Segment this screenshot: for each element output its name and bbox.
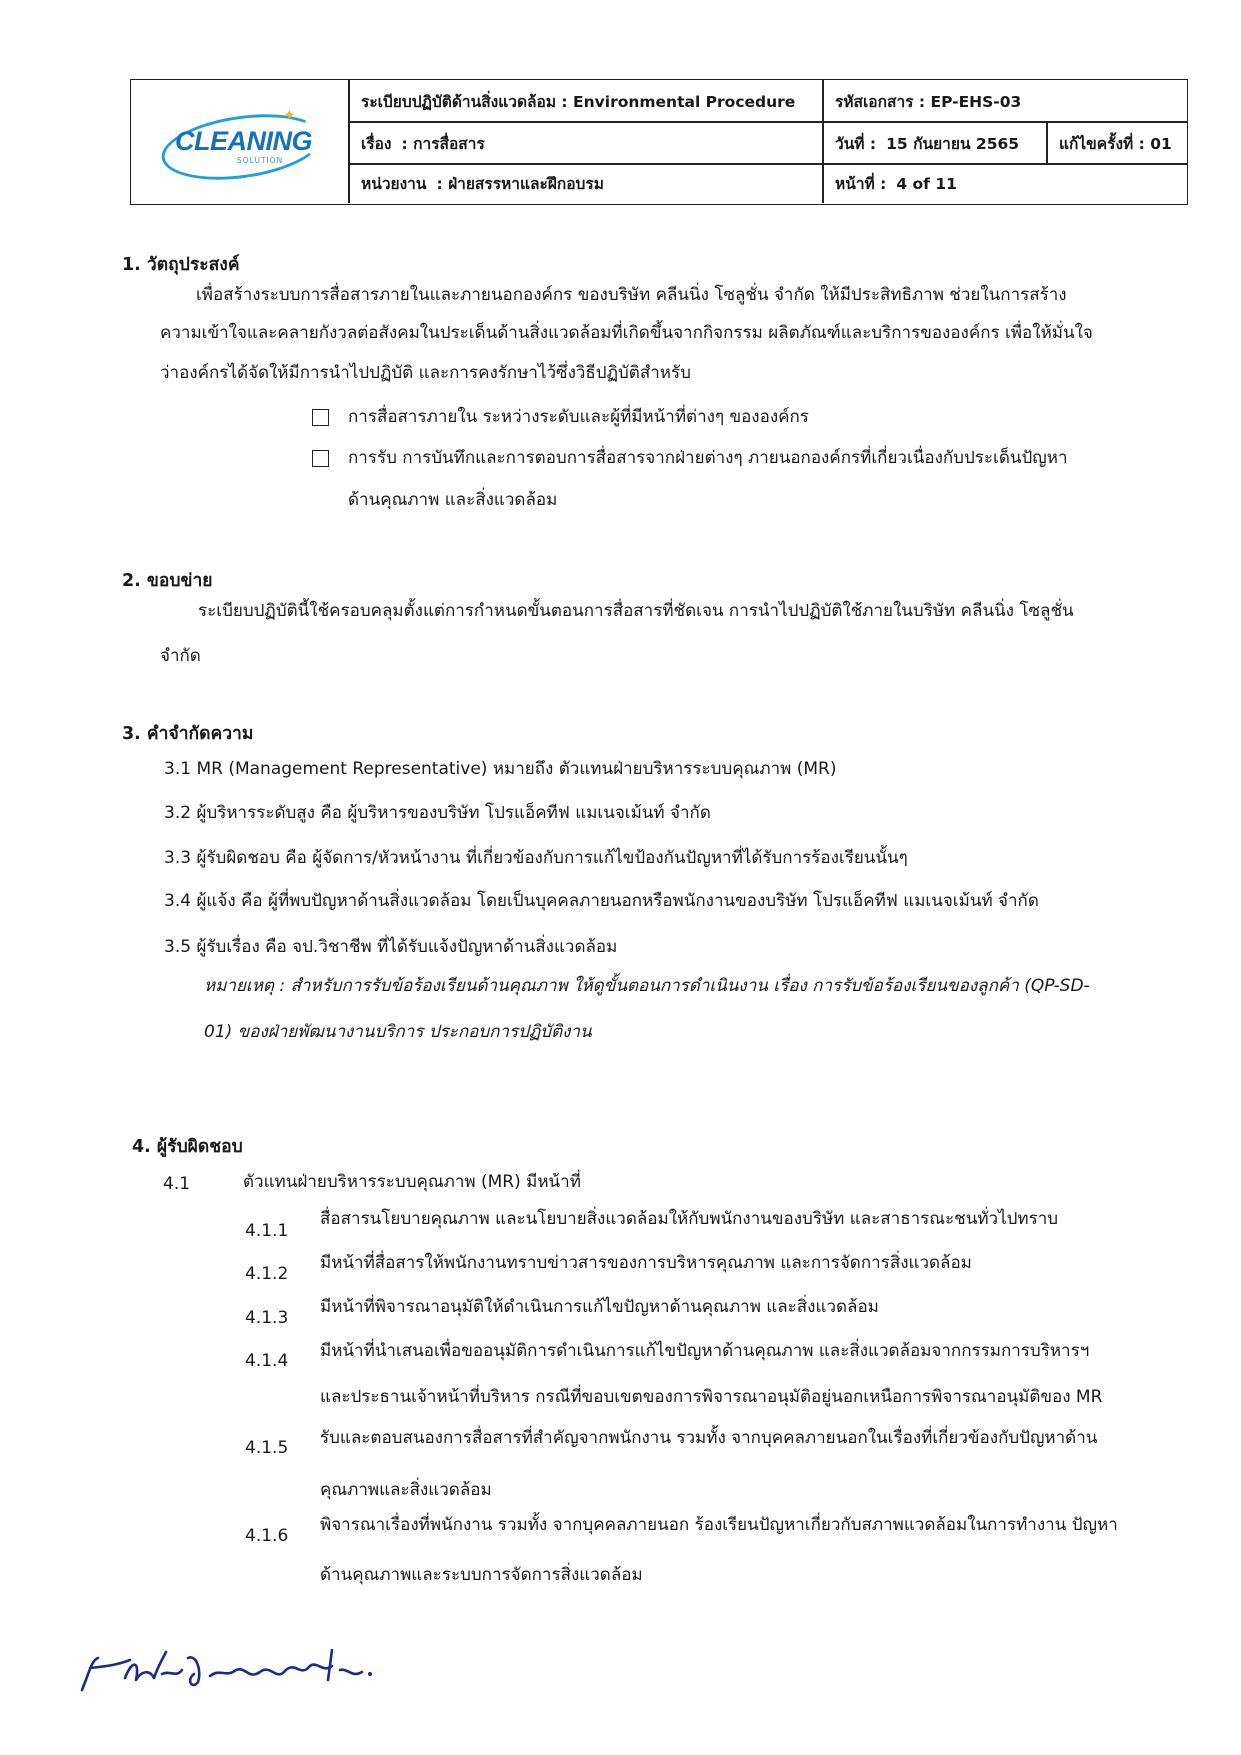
section-1-line-3: ว่าองค์กรได้จัดให้มีการนำไปปฏิบัติ และการคงรักษาไว้ซึ่งวิธีปฏิบัติสำหรับ xyxy=(160,363,691,383)
responsibility-text: มีหน้าที่สื่อสารให้พนักงานทราบข่าวสารของการบริหารคุณภาพ และการจัดการสิ่งแวดล้อม xyxy=(320,1253,972,1273)
definition-item: 3.1 MR (Management Representative) หมายถึง ตัวแทนฝ่ายบริหารระบบคุณภาพ (MR) xyxy=(164,759,837,779)
page-number-field: หน้าที่ : 4 of 11 xyxy=(835,174,957,193)
checkbox-1-label: การสื่อสารภายใน ระหว่างระดับและผู้ที่มีหน้าที่ต่างๆ ขององค์กร xyxy=(348,407,809,427)
section-2-heading: 2. ขอบข่าย xyxy=(122,571,213,591)
responsibility-number: 4.1.4 xyxy=(245,1351,289,1371)
revision-field: แก้ไขครั้งที่ : 01 xyxy=(1059,134,1172,153)
subject-field: เรื่อง : การสื่อสาร xyxy=(361,134,485,153)
definition-note-line-2: 01) ของฝ่ายพัฒนางานบริการ ประกอบการปฏิบัติงาน xyxy=(204,1022,592,1042)
definition-item: 3.4 ผู้แจ้ง คือ ผู้ที่พบปัญหาด้านสิ่งแวดล้อม โดยเป็นบุคคลภายนอกหรือพนักงานของบริษัท โปรแอ็คทีฟ แมเนจเม้นท์ จำกัด xyxy=(164,891,1039,911)
checkbox-external-communication[interactable] xyxy=(312,450,329,467)
definition-item: 3.2 ผู้บริหารระดับสูง คือ ผู้บริหารของบริษัท โปรแอ็คทีฟ แมเนจเม้นท์ จำกัด xyxy=(164,803,711,823)
responsibility-text: รับและตอบสนองการสื่อสารที่สำคัญจากพนักงาน รวมทั้ง จากบุคคลภายนอกในเรื่องที่เกี่ยวข้องกับปัญหาด้าน xyxy=(320,1428,1098,1448)
section-4-heading: 4. ผู้รับผิดชอบ xyxy=(132,1137,243,1157)
responsibility-number: 4.1.6 xyxy=(245,1526,289,1546)
responsibility-number: 4.1.2 xyxy=(245,1264,289,1284)
section-2-line-2: จำกัด xyxy=(160,646,201,666)
company-logo: ✦ CLEANING SOLUTION xyxy=(131,80,349,203)
responsibility-text-cont: และประธานเจ้าหน้าที่บริหาร กรณีที่ขอบเขตของการพิจารณาอนุมัติอยู่นอกเหนือการพิจารณาอนุมัติของ MR xyxy=(320,1387,1103,1407)
procedure-title: ระเบียบปฏิบัติด้านสิ่งแวดล้อม : Environmental Procedure xyxy=(361,92,796,111)
document-code: รหัสเอกสาร : EP-EHS-03 xyxy=(835,92,1022,111)
checkbox-2-label: การรับ การบันทึกและการตอบการสื่อสารจากฝ่ายต่างๆ ภายนอกองค์กรที่เกี่ยวเนื่องกับประเด็นปัญหา xyxy=(348,448,1068,468)
responsibility-number: 4.1.3 xyxy=(245,1308,289,1328)
definition-item: 3.5 ผู้รับเรื่อง คือ จป.วิชาชีพ ที่ได้รับแจ้งปัญหาด้านสิ่งแวดล้อม xyxy=(164,937,618,957)
section-3-heading: 3. คำจำกัดความ xyxy=(122,724,254,744)
responsibility-number: 4.1.5 xyxy=(245,1438,289,1458)
subsection-4-1-number: 4.1 xyxy=(163,1174,191,1194)
sparkle-icon: ✦ xyxy=(283,105,296,124)
department-field: หน่วยงาน : ฝ่ายสรรหาและฝึกอบรม xyxy=(361,175,604,193)
responsibility-text: พิจารณาเรื่องที่พนักงาน รวมทั้ง จากบุคคลภายนอก ร้องเรียนปัญหาเกี่ยวกับสภาพแวดล้อมในการทำงาน ปัญหา xyxy=(320,1515,1118,1535)
date-field: วันที่ : 15 กันยายน 2565 xyxy=(835,134,1020,153)
definition-note-line-1: หมายเหตุ : สำหรับการรับข้อร้องเรียนด้านคุณภาพ ให้ดูขั้นตอนการดำเนินงาน เรื่อง การรับข้อร้องเรียนของลูกค้า (QP-SD- xyxy=(204,976,1090,996)
responsibility-number: 4.1.1 xyxy=(245,1221,289,1241)
checkbox-2-label-cont: ด้านคุณภาพ และสิ่งแวดล้อม xyxy=(348,490,558,510)
section-2-line-1: ระเบียบปฏิบัตินี้ใช้ครอบคลุมตั้งแต่การกำหนดขั้นตอนการสื่อสารที่ชัดเจน การนำไปปฏิบัติใช้ภายในบริษัท คลีนนิ่ง โซลูชั่น xyxy=(198,601,1074,621)
section-1-heading: 1. วัตถุประสงค์ xyxy=(122,255,240,275)
section-1-line-1: เพื่อสร้างระบบการสื่อสารภายในและภายนอกองค์กร ของบริษัท คลีนนิ่ง โซลูชั่น จำกัด ให้มีประสิทธิภาพ ช่วยในการสร้าง xyxy=(196,285,1067,305)
checkbox-internal-communication[interactable] xyxy=(312,409,329,426)
responsibility-text-cont: ด้านคุณภาพและระบบการจัดการสิ่งแวดล้อม xyxy=(320,1565,643,1585)
definition-item: 3.3 ผู้รับผิดชอบ คือ ผู้จัดการ/หัวหน้างาน ที่เกี่ยวข้องกับการแก้ไขป้องกันปัญหาที่ได้รับการร้องเรียนนั้นๆ xyxy=(164,848,908,868)
responsibility-text: มีหน้าที่นำเสนอเพื่อขออนุมัติการดำเนินการแก้ไขปัญหาด้านคุณภาพ และสิ่งแวดล้อมจากกรรมการบริหารฯ xyxy=(320,1341,1090,1361)
document-header-table xyxy=(130,79,1188,205)
section-1-line-2: ความเข้าใจและคลายกังวลต่อสังคมในประเด็นด้านสิ่งแวดล้อมที่เกิดขึ้นจากกิจกรรม ผลิตภัณฑ์และบริการขององค์กร เพื่อให้มั่นใจ xyxy=(160,323,1093,343)
handwritten-signature xyxy=(70,1630,400,1710)
responsibility-text: มีหน้าที่พิจารณาอนุมัติให้ดำเนินการแก้ไขปัญหาด้านคุณภาพ และสิ่งแวดล้อม xyxy=(320,1297,879,1317)
responsibility-text: สื่อสารนโยบายคุณภาพ และนโยบายสิ่งแวดล้อมให้กับพนักงานของบริษัท และสาธารณะชนทั่วไปทราบ xyxy=(320,1209,1059,1229)
subsection-4-1-title: ตัวแทนฝ่ายบริหารระบบคุณภาพ (MR) มีหน้าที่ xyxy=(243,1172,581,1192)
responsibility-text-cont: คุณภาพและสิ่งแวดล้อม xyxy=(320,1480,492,1500)
